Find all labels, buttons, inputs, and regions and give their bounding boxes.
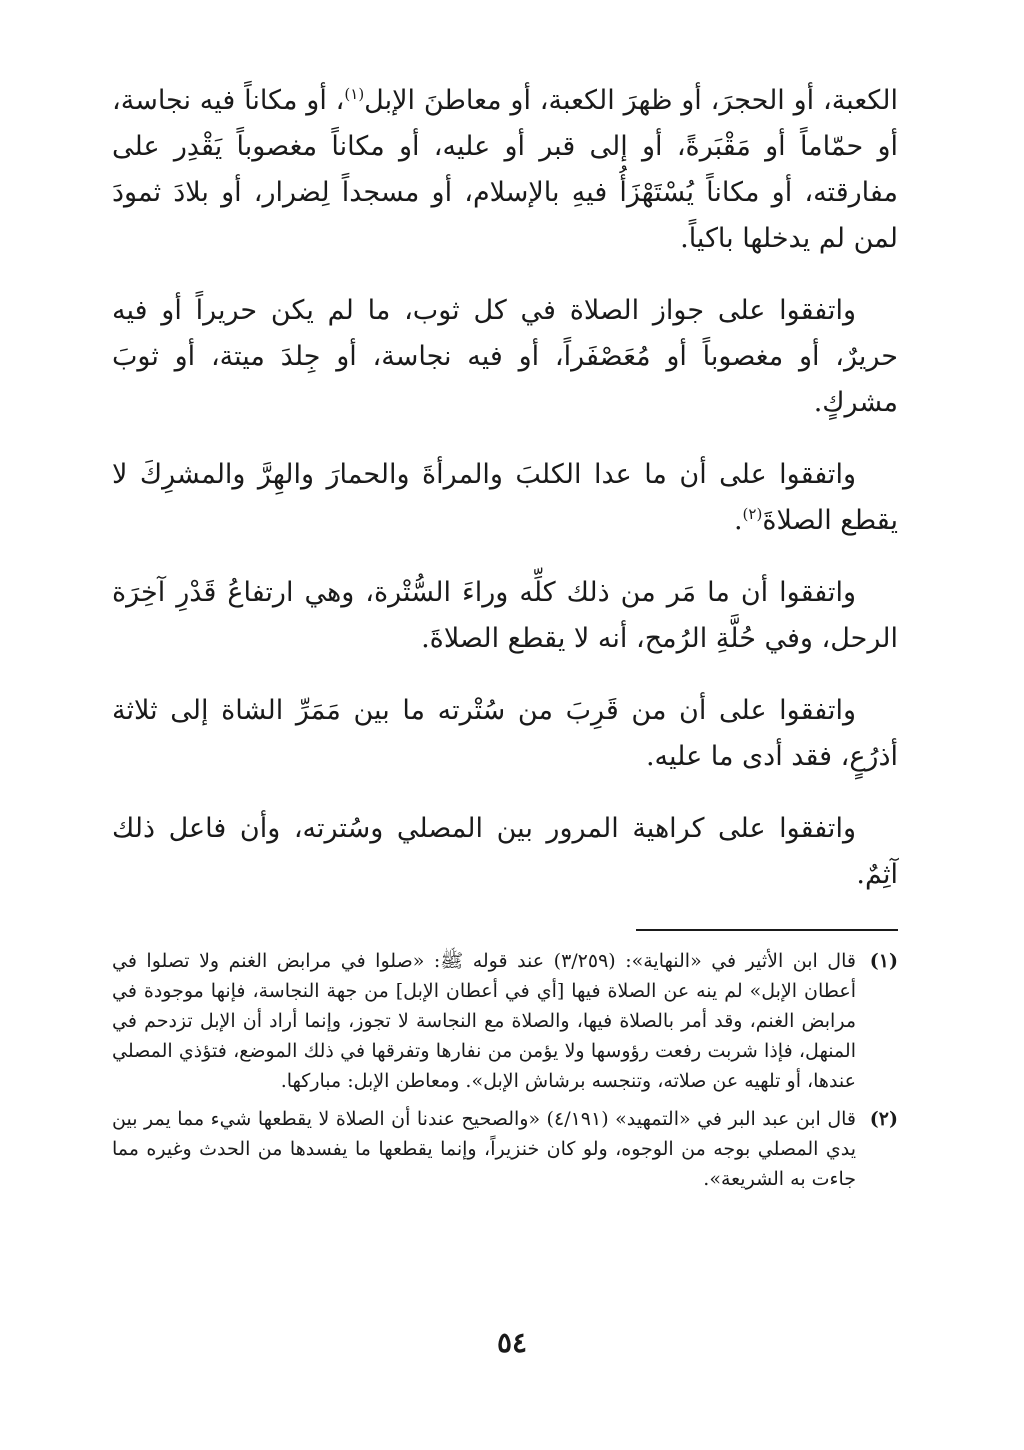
paragraph-2 — [112, 288, 898, 426]
paragraph-2-text: واتفقوا على جواز الصلاة في كل ثوب، ما لم يكن حريراً أو فيه حريرٌ، أو مغصوباً أو مُعَصْفَراً، أو فيه نجاسة، أو جِلدَ ميتة، أو ثوبَ مشركٍ. — [112, 295, 898, 418]
footnote-ref-1[interactable]: (١) — [344, 85, 365, 103]
footnote-separator — [636, 929, 898, 931]
footnote-ref-2[interactable]: (٢) — [742, 505, 763, 523]
footnote-2-text: قال ابن عبد البر في «التمهيد» (٤/١٩١) «والصحيح عندنا أن الصلاة لا يقطعها شيء مما يمر بين يدي المصلي بوجه من الوجوه، ولو كان خنزيراً، وإنما يقطعها ما يفسدها من الحدث وغيره مما جاءت به الشريعة». — [112, 1108, 856, 1190]
paragraph-4 — [112, 570, 898, 662]
footnote-1-text: قال ابن الأثير في «النهاية»: (٣/٢٥٩) عند قوله ﷺ: «صلوا في مرابض الغنم ولا تصلوا في أعطان الإبل» لم ينه عن الصلاة فيها [أي في أعطان الإبل] من جهة النجاسة، فإنها موجودة في مرابض الغنم، وقد أمر بالصلاة فيها، والصلاة مع النجاسة لا تجوز، وإنما أراد أن الإبل تزدحم في المنهل، فإذا شربت رفعت رؤوسها ولا يؤمن من نفارها وتفرقها في ذلك الموضع، فتؤذي المصلي عندها، أو تلهيه عن صلاته، وتنجسه برشاش الإبل». ومعاطن الإبل: مباركها. — [112, 950, 856, 1092]
paragraph-3-text-a: واتفقوا على أن ما عدا الكلبَ والمرأةَ والحمارَ والهِرَّ والمشرِكَ لا يقطع الصلاةَ — [112, 459, 898, 536]
paragraph-1-text-a: الكعبة، أو الحجرَ، أو ظهرَ الكعبة، أو معاطنَ الإبل — [364, 85, 898, 116]
paragraph-4-text: واتفقوا أن ما مَر من ذلك كلِّه وراءَ السُّتْرة، وهي ارتفاعُ قَدْرِ آخِرَة الرحل، وفي حُلَّةِ الرُمح، أنه لا يقطع الصلاةَ. — [112, 577, 898, 654]
footnote-2-number: (٢) — [869, 1108, 898, 1130]
paragraph-6 — [112, 806, 898, 898]
paragraph-1 — [112, 78, 898, 262]
main-text — [112, 78, 898, 924]
paragraph-1-text-b: ، أو مكاناً فيه نجاسة، أو حمّاماً أو مَقْبَرةً، أو إلى قبر أو عليه، أو مكاناً مغصوباً يَقْدِر على مفارقته، أو مكاناً يُسْتَهْزَأُ فيهِ بالإسلام، أو مسجداً لِضرار، أو بلادَ ثمودَ لمن لم يدخلها باكياً. — [112, 85, 898, 254]
paragraph-5 — [112, 688, 898, 780]
paragraph-6-text: واتفقوا على كراهية المرور بين المصلي وسُترته، وأن فاعل ذلك آثِمٌ. — [112, 813, 898, 890]
paragraph-5-text: واتفقوا على أن من قَرِبَ من سُتْرته ما بين مَمَرِّ الشاة إلى ثلاثة أذرُعٍ، فقد أدى ما عليه. — [112, 695, 898, 772]
footnotes — [112, 946, 898, 1202]
paragraph-3-text-b: . — [733, 505, 743, 536]
footnote-2 — [112, 1104, 898, 1194]
footnote-1 — [112, 946, 898, 1096]
paragraph-3 — [112, 452, 898, 544]
page-number: ٥٤ — [496, 1326, 528, 1359]
footnote-1-number: (١) — [869, 950, 898, 972]
